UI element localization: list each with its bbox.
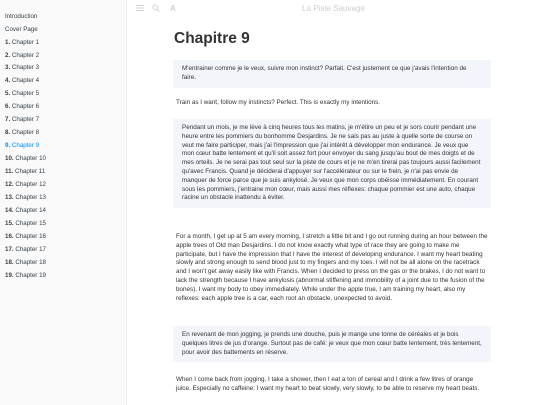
page-title: Chapitre 9: [174, 30, 250, 47]
sidebar-item-label: Chapter 19: [15, 272, 46, 279]
sidebar-item-chapter-12[interactable]: [5, 181, 46, 188]
font-icon[interactable]: A: [170, 4, 176, 13]
sidebar-item-chapter-7[interactable]: [5, 116, 39, 123]
sidebar-item-chapter-9[interactable]: [5, 142, 39, 149]
sidebar-item-number: 14.: [5, 207, 14, 214]
sidebar-item-chapter-6[interactable]: [5, 103, 39, 110]
sidebar-item-number: 15.: [5, 220, 14, 227]
sidebar-item-label: Chapter 18: [15, 259, 46, 266]
sidebar-item-label: Chapter 8: [11, 129, 40, 136]
english-paragraph: When I come back from jogging, I take a shower, then I eat a ton of cereal and I drink a few litres of orange juice. Especially no caffeine: I want my heart to beat slowly, very slowly, to be able to reserve my heart beats.: [176, 376, 480, 392]
sidebar-item-number: 6.: [5, 103, 11, 110]
sidebar-item-label: Chapter 17: [15, 246, 46, 253]
sidebar-item-label: Chapter 14: [15, 207, 46, 214]
sidebar-item-number: 7.: [5, 116, 11, 123]
sidebar-item-chapter-16[interactable]: [5, 233, 46, 240]
sidebar-item-number: 11.: [5, 168, 14, 175]
sidebar-item-number: 2.: [5, 52, 11, 59]
sidebar-item-label: Chapter 4: [11, 77, 40, 84]
book-title: La Piste Sauvage: [302, 4, 365, 13]
english-paragraph: For a month, I get up at 5 am every morning, I stretch a little bit and I go out running during an hour between the apple trees of Old man Desjardins. I do not know exactly what type of race they are going to make me participate, but I have the impression that I have the interest of developing endurance. I want my heart beating slowly and strong enough to send blood just to my fingers and my toes. I will not be all alone on the racetrack and I won't get away easily like with Francis. When I decided to press on the gas or the brakes, I do not want to lack the strength because I have ankylosis (abnormal stiffening and immobility of a joint due to the fusion of the bones). I want my body to obey immediately. While under the apple true, I am training my heart, also my reflexes: each apple tree is a car, each root an obstacle, unexpected to avoid.: [176, 233, 488, 302]
sidebar-item-label: Chapter 9: [11, 142, 40, 149]
sidebar-item-number: 17.: [5, 246, 14, 253]
sidebar-item-label: Chapter 1: [11, 39, 40, 46]
sidebar-item-chapter-5[interactable]: [5, 90, 39, 97]
sidebar-item-chapter-19[interactable]: [5, 272, 46, 279]
sidebar-item-chapter-17[interactable]: [5, 246, 46, 253]
french-paragraph: M'entrainer comme je le veux, suivre mon instinct? Parfait. C'est justement ce que j'avais l'intention de faire.: [173, 60, 491, 88]
sidebar-item-chapter-14[interactable]: [5, 207, 46, 214]
sidebar-item-chapter-1[interactable]: [5, 39, 39, 46]
sidebar-item-label: Chapter 15: [15, 220, 46, 227]
sidebar-item-label: Introduction: [5, 13, 38, 20]
french-paragraph: Pendant un mois, je me lève à cinq heures tous les matins, je m'étire un peu et je sors courir pendant une heure entre les pommiers du bonhomme Desjardins. Je ne sais pas au juste à quelle sorte de course on veut me faire participer, mais j'ai l'impression que j'ai intérêt à développer mon endurance. Je veux que mon cœur batte lentement et qu'il soit assez fort pour envoyer du sang jusqu'au bout de mes doigts et de mes orteils. Je ne serai pas tout seul sur la piste de cours et je ne m'en tirerai pas toujours aussi facilement qu'avec Francis. Quand je déciderai d'appuyer sur l'accélérateur ou sur le frein, je n'ai pas envie de manquer de force parce que je suis ankylosé. Je veux que mon corps obéisse immédiatement. En courant sous les pommiers, j'entraine mon cœur, mais aussi mes réflexes: chaque pommier est une auto, chaque racine un obstacle inattendu à éviter.: [173, 119, 491, 208]
sidebar-item-chapter-10[interactable]: [5, 155, 46, 162]
sidebar-item-number: 12.: [5, 181, 14, 188]
sidebar-item-label: Chapter 12: [15, 181, 46, 188]
sidebar-item-chapter-3[interactable]: [5, 64, 39, 71]
sidebar-item-number: 18.: [5, 259, 14, 266]
sidebar-item-chapter-11[interactable]: [5, 168, 45, 175]
sidebar-item-label: Chapter 11: [15, 168, 46, 175]
sidebar-item-introduction[interactable]: [5, 13, 37, 20]
sidebar-item-number: 3.: [5, 64, 11, 71]
sidebar-item-number: 9.: [5, 142, 11, 149]
sidebar-item-number: 10.: [5, 155, 14, 162]
english-paragraph: Train as I want, follow my instincts? Perfect. This is exactly my intentions.: [176, 99, 381, 106]
sidebar-item-label: Chapter 5: [11, 90, 40, 97]
sidebar-item-label: Chapter 7: [11, 116, 40, 123]
sidebar-item-label: Chapter 16: [15, 233, 46, 240]
sidebar-item-label: Chapter 6: [11, 103, 40, 110]
sidebar: [0, 0, 127, 405]
french-paragraph: En revenant de mon jogging, je prends une douche, puis je mange une tonne de céréales et je bois quelques litres de jus d'orange. Surtout pas de café: je veux que mon cœur batte lentement, très lentement, pour avoir des battements en réserve.: [173, 326, 491, 362]
sidebar-item-number: 13.: [5, 194, 14, 201]
sidebar-item-number: 19.: [5, 272, 14, 279]
sidebar-item-number: 4.: [5, 77, 11, 84]
sidebar-item-chapter-8[interactable]: [5, 129, 39, 136]
sidebar-item-chapter-2[interactable]: [5, 52, 39, 59]
sidebar-item-chapter-18[interactable]: [5, 259, 46, 266]
sidebar-item-label: Cover Page: [5, 26, 38, 33]
sidebar-item-chapter-15[interactable]: [5, 220, 46, 227]
sidebar-item-label: Chapter 3: [11, 64, 40, 71]
sidebar-item-label: Chapter 2: [11, 52, 40, 59]
sidebar-item-label: Chapter 10: [15, 155, 46, 162]
sidebar-item-number: 8.: [5, 129, 11, 136]
sidebar-item-number: 5.: [5, 90, 11, 97]
sidebar-item-label: Chapter 13: [15, 194, 46, 201]
sidebar-item-number: 1.: [5, 39, 11, 46]
sidebar-item-cover-page[interactable]: [5, 26, 38, 33]
sidebar-item-chapter-13[interactable]: [5, 194, 46, 201]
sidebar-item-number: 16.: [5, 233, 14, 240]
sidebar-item-chapter-4[interactable]: [5, 77, 39, 84]
